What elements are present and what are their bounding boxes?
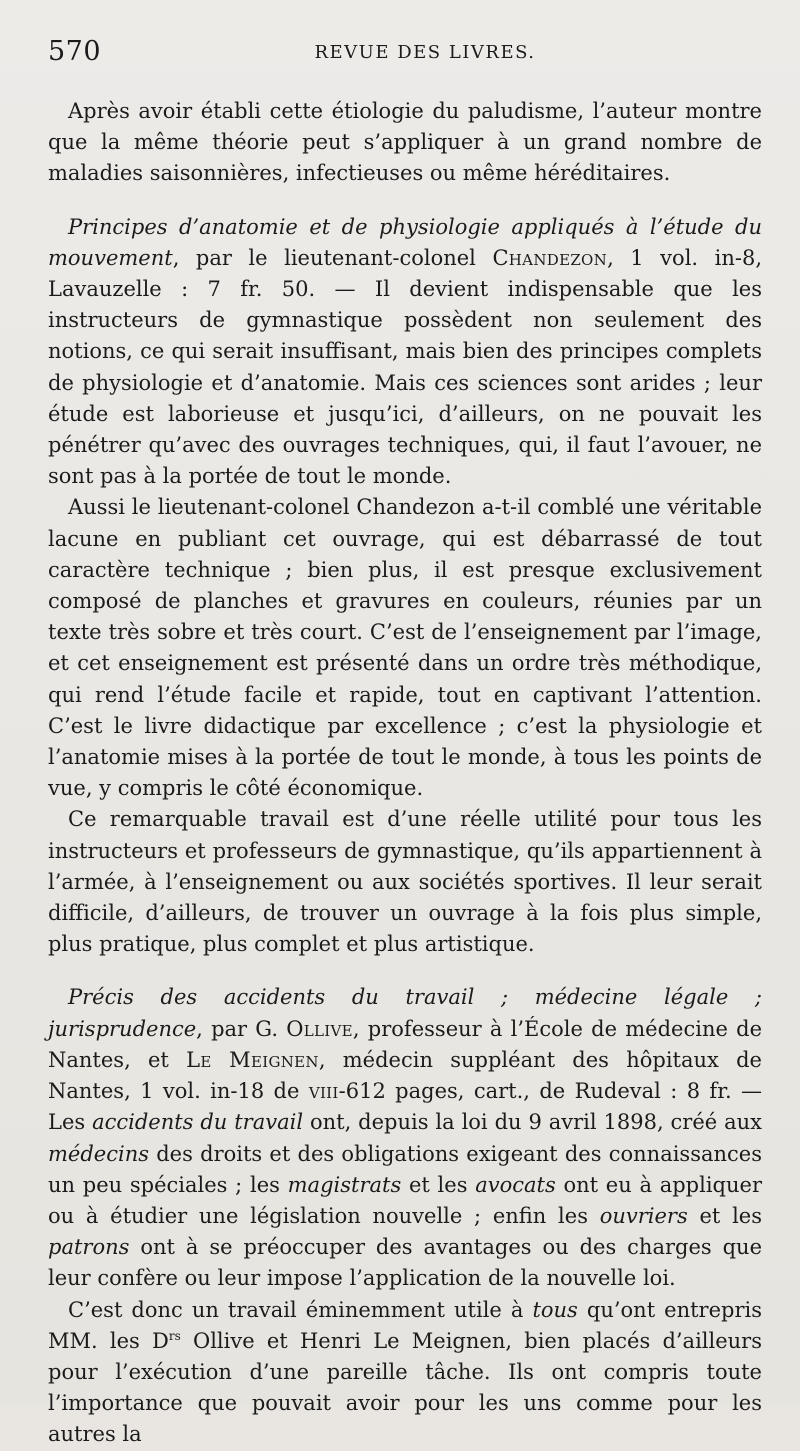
review-text: et les <box>687 1203 762 1228</box>
paragraph-etiologie <box>48 96 762 190</box>
review-text: ont eu à appliquer ou à étudier une législation nouvelle ; enfin les <box>48 1172 762 1228</box>
review-text: ont à se préoccuper des avantages ou des charges que leur confère ou leur impose l’application de la nouvelle loi. <box>48 1235 762 1291</box>
paragraph-text: Après avoir établi cette étiologie du paludisme, l’auteur montre que la même théorie peut s’appliquer à un grand nombre de maladies saisonnières, infectieuses ou même héréditaires. <box>48 99 762 186</box>
review-text: et les <box>401 1172 476 1197</box>
review-text: C’est donc un travail éminemment utile à <box>68 1297 533 1322</box>
review-text: Ce remarquable travail est d’une réelle utilité pour tous les instructeurs et professeurs de gymnastique, qu’ils appartiennent à l’armée, à l’enseignement ou aux sociétés sportives. Il leur serait difficile, d’ailleurs, de trouver un ouvrage à la fois plus simple, plus pratique, plus complet et plus artistique. <box>48 807 762 957</box>
review-text: Ollive et Henri Le Meignen, bien placés d’ailleurs pour l’exécution d’une pareille tâche. Ils ont compris toute l’importance que pouvait avoir pour les uns comme pour les autres la <box>48 1328 762 1447</box>
running-head <box>48 30 762 74</box>
emphasis: accidents du travail <box>92 1110 304 1135</box>
running-title: REVUE DES LIVRES. <box>314 42 536 63</box>
emphasis: tous <box>532 1297 578 1322</box>
review-text: ont, depuis la loi du 9 avril 1898, créé aux <box>303 1110 762 1135</box>
superscript: rs <box>168 1328 181 1343</box>
review-chandezon-paragraph-2 <box>48 492 762 804</box>
author-name: Chandezon <box>492 245 608 270</box>
author-name: Le Meignen <box>186 1047 319 1072</box>
emphasis: magistrats <box>287 1172 402 1197</box>
review-text: , professeur à l’École de médecine de Nantes, et <box>48 1016 762 1072</box>
review-chandezon-paragraph-3 <box>48 804 762 960</box>
section-gap <box>48 960 762 982</box>
emphasis: patrons <box>48 1235 130 1260</box>
review-text: des droits et des obligations exigeant des connaissances un peu spéciales ; les <box>48 1141 762 1197</box>
book-title: Précis des accidents du travail ; médecine légale ; jurisprudence <box>48 985 762 1041</box>
emphasis: avocats <box>475 1172 556 1197</box>
review-text: -612 pages, cart., de Rudeval : 8 fr. — Les <box>48 1079 762 1135</box>
section-gap <box>48 190 762 212</box>
emphasis: ouvriers <box>599 1203 688 1228</box>
author-name: Ollive <box>286 1016 353 1041</box>
review-ollive <box>48 982 762 1294</box>
review-text: qu’ont entrepris MM. les D <box>48 1297 762 1353</box>
review-ollive-paragraph-2 <box>48 1295 762 1451</box>
review-text: , médecin suppléant des hôpitaux de Nantes, 1 vol. in-18 de <box>48 1047 762 1104</box>
emphasis: médecins <box>48 1141 149 1166</box>
page-number: 570 <box>48 36 102 67</box>
review-text: , 1 vol. in-8, Lavauzelle : 7 fr. 50. — Il devient indispensable que les instructeurs de gymnastique possèdent non seulement des notions, ce qui serait insuffisant, mais bien des principes complets de physiologie et d’anatomie. Mais ces sciences sont arides ; leur étude est laborieuse et jusqu’ici, d’ailleurs, on ne pouvait les pénétrer qu’avec des ouvrages techniques, qui, il faut l’avouer, ne sont pas à la portée de tout le monde. <box>48 245 762 489</box>
review-text: Aussi le lieutenant-colonel Chandezon a-t-il comblé une véritable lacune en publiant cet ouvrage, qui est débarrassé de tout caractère technique ; bien plus, il est presque exclusivement composé de planches et gravures en couleurs, réunies par un texte très sobre et très court. C’est de l’enseignement par l’image, et cet enseignement est présenté dans un ordre très méthodique, qui rend l’étude facile et rapide, tout en captivant l’attention. C’est le livre didactique par excellence ; c’est la physiologie et l’anatomie mises à la portée de tout le monde, à tous les points de vue, y compris le côté économique. <box>48 495 762 801</box>
roman-numeral: viii <box>308 1079 339 1104</box>
book-title: Principes d’anatomie et de physiologie appliqués à l’étude du mouvement <box>48 214 762 270</box>
review-chandezon <box>48 212 762 493</box>
review-text: , par G. <box>196 1016 287 1041</box>
review-text: , par le lieutenant-colonel <box>172 245 493 270</box>
